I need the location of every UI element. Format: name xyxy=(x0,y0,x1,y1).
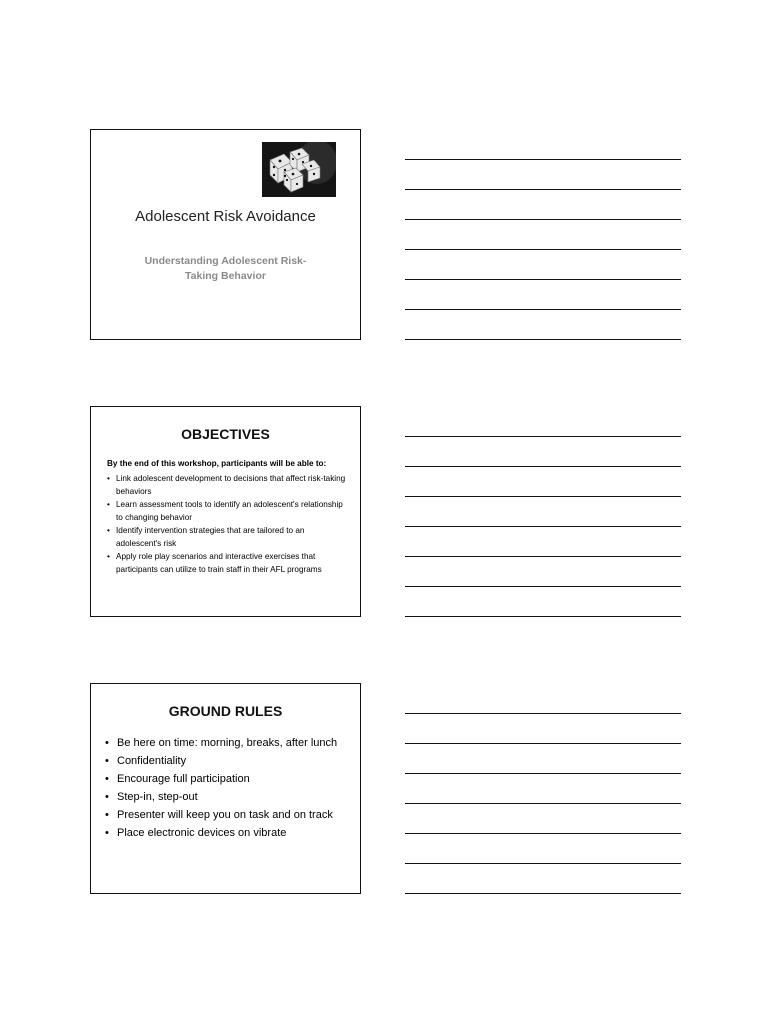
note-line xyxy=(405,863,681,864)
slide-objectives xyxy=(90,406,361,617)
list-item: • Place electronic devices on vibrate xyxy=(105,824,355,842)
note-line xyxy=(405,189,681,190)
note-line xyxy=(405,339,681,340)
note-line xyxy=(405,309,681,310)
list-item: • Apply role play scenarios and interactive exercises that participants can utilize to train staff in their AFL programs xyxy=(107,551,347,576)
slide-title xyxy=(90,129,361,340)
slide-ground-rules xyxy=(90,683,361,894)
note-line xyxy=(405,556,681,557)
note-line xyxy=(405,743,681,744)
note-line xyxy=(405,773,681,774)
ground-rules-heading: GROUND RULES xyxy=(168,703,283,719)
list-item: • Presenter will keep you on task and on track xyxy=(105,806,355,824)
note-line xyxy=(405,436,681,437)
note-line xyxy=(405,586,681,587)
objectives-list xyxy=(107,473,347,577)
slide-subtitle: Understanding Adolescent Risk-Taking Behavior xyxy=(144,255,307,282)
note-line xyxy=(405,616,681,617)
slide-title-text: Adolescent Risk Avoidance xyxy=(135,208,316,225)
list-item: • Step-in, step-out xyxy=(105,788,355,806)
list-item: • Link adolescent development to decisions that affect risk-taking behaviors xyxy=(107,473,347,498)
note-line xyxy=(405,249,681,250)
note-line xyxy=(405,159,681,160)
note-line xyxy=(405,893,681,894)
note-line xyxy=(405,803,681,804)
note-line xyxy=(405,219,681,220)
ground-rules-list xyxy=(105,734,355,842)
list-item: • Identify intervention strategies that are tailored to an adolescent's risk xyxy=(107,525,347,550)
note-line xyxy=(405,279,681,280)
list-item: • Be here on time: morning, breaks, after lunch xyxy=(105,734,355,752)
note-line xyxy=(405,713,681,714)
dice-image xyxy=(262,142,336,197)
note-line xyxy=(405,833,681,834)
note-line xyxy=(405,496,681,497)
note-line xyxy=(405,466,681,467)
list-item: • Encourage full participation xyxy=(105,770,355,788)
list-item: • Confidentiality xyxy=(105,752,355,770)
note-line xyxy=(405,526,681,527)
objectives-heading: OBJECTIVES xyxy=(181,426,270,442)
objectives-intro: By the end of this workshop, participants will be able to: xyxy=(107,459,327,468)
list-item: • Learn assessment tools to identify an adolescent's relationship to changing behavior xyxy=(107,499,347,524)
